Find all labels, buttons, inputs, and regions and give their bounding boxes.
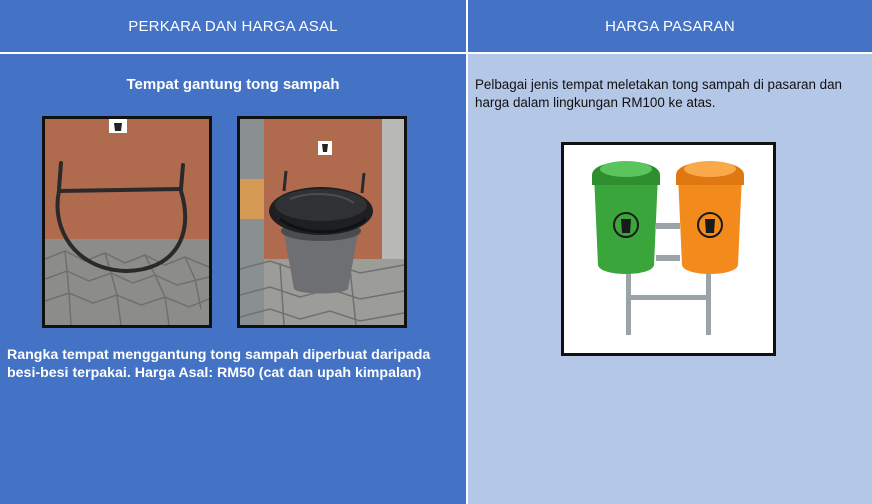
photo-bin-rack-with-bin [237,116,407,328]
item-title: Tempat gantung tong sampah [126,76,340,93]
row-divider [0,52,872,54]
market-price-cell [468,54,872,504]
market-description: Pelbagai jenis tempat meletakan tong sampah di pasaran dan harga dalam lingkungan RM100 ke atas. [475,77,842,110]
header-original-item-price: PERKARA DAN HARGA ASAL [0,0,466,52]
photo-market-bins [561,142,776,356]
original-item-cell [0,54,466,504]
header-market-price: HARGA PASARAN [468,0,872,52]
item-description: Rangka tempat menggantung tong sampah diperbuat daripada besi-besi terpakai. Harga Asal: RM50 (cat dan upah kimpalan) [7,347,431,381]
column-divider [466,0,468,504]
photo-empty-bin-rack [42,116,212,328]
